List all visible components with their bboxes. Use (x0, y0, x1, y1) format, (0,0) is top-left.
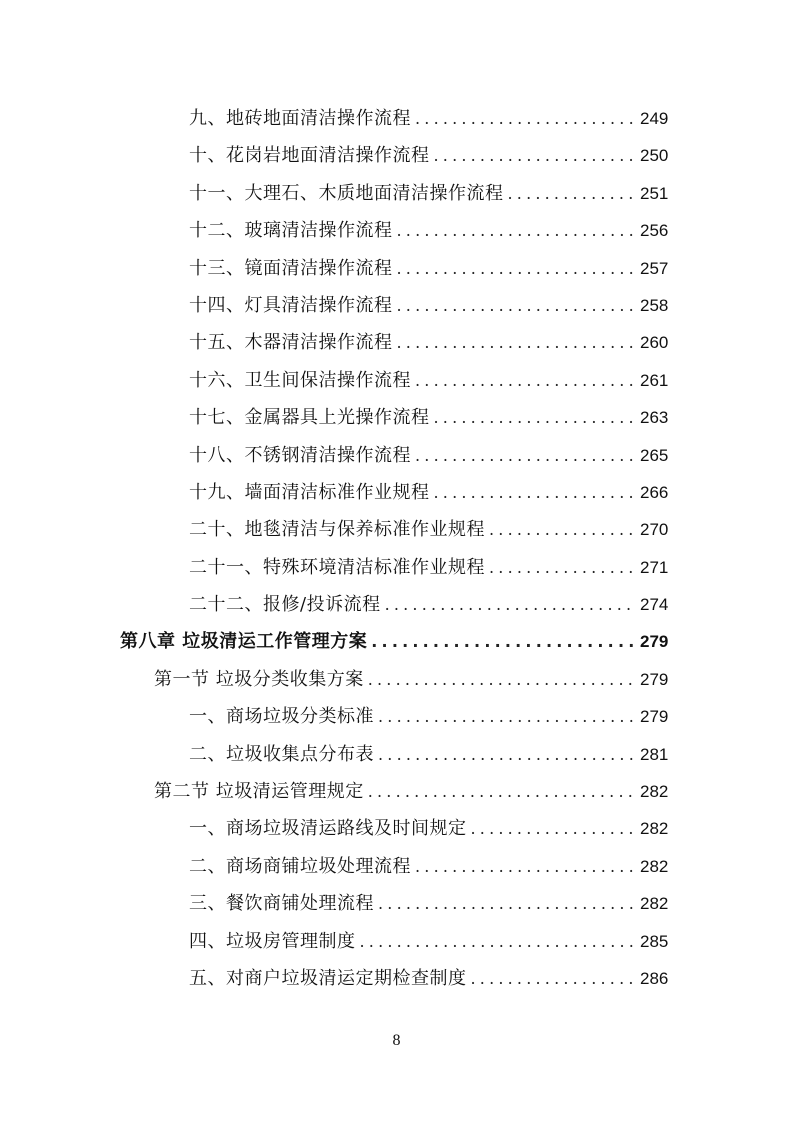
toc-subsection-entry[interactable] (0, 698, 793, 735)
toc-subsection-entry[interactable] (0, 923, 793, 960)
toc-subsection-entry[interactable] (0, 736, 793, 773)
toc-subsection-entry[interactable] (0, 437, 793, 474)
page-number: 8 (392, 1032, 401, 1049)
toc-entry-title: 一、商场垃圾分类标准 (189, 706, 374, 728)
toc-entry-title: 十六、卫生间保洁操作流程 (189, 369, 411, 391)
toc-leader-dots (397, 287, 635, 324)
toc-subsection-entry[interactable] (0, 586, 793, 623)
toc-entry-page-number: 250 (640, 146, 669, 166)
toc-entry-title: 五、对商户垃圾清运定期检查制度 (189, 967, 467, 989)
toc-entry-title: 十四、灯具清洁操作流程 (189, 294, 393, 316)
toc-entry-page-number: 282 (640, 856, 669, 876)
toc-entry-title: 九、地砖地面清洁操作流程 (189, 108, 411, 129)
toc-entry-page-number: 282 (640, 782, 669, 802)
toc-entry-title: 十八、不锈钢清洁操作流程 (189, 444, 411, 466)
toc-entry-title: 二十一、特殊环境清洁标准作业规程 (189, 556, 485, 578)
toc-leader-dots (508, 175, 635, 212)
toc-leader-dots (415, 848, 634, 885)
toc-entry-title: 第八章 垃圾清运工作管理方案 (120, 631, 368, 653)
toc-subsection-entry[interactable] (0, 399, 793, 436)
toc-leader-dots (434, 474, 635, 511)
toc-leader-dots (397, 324, 635, 361)
toc-entry-title: 十二、玻璃清洁操作流程 (189, 220, 393, 242)
toc-entry-page-number: 271 (640, 557, 669, 577)
toc-subsection-entry[interactable] (0, 549, 793, 586)
toc-entry-page-number: 260 (640, 333, 669, 353)
toc-entry-page-number: 270 (640, 520, 669, 540)
toc-subsection-entry[interactable] (0, 324, 793, 361)
toc-entry-page-number: 266 (640, 482, 669, 502)
toc-leader-dots (434, 137, 635, 174)
toc-entry-title: 十七、金属器具上光操作流程 (189, 407, 430, 429)
toc-entry-title: 第二节 垃圾清运管理规定 (154, 781, 364, 803)
toc-leader-dots (434, 399, 635, 436)
table-of-contents (0, 100, 793, 997)
toc-leader-dots (368, 661, 634, 698)
toc-entry-title: 二、垃圾收集点分布表 (189, 743, 374, 765)
toc-section-entry[interactable] (0, 773, 793, 810)
toc-entry-page-number: 279 (640, 669, 669, 689)
toc-entry-title: 二、商场商铺垃圾处理流程 (189, 855, 411, 877)
toc-entry-title: 十一、大理石、木质地面清洁操作流程 (189, 182, 504, 204)
toc-subsection-entry[interactable] (0, 960, 793, 997)
toc-entry-page-number: 257 (640, 258, 669, 278)
toc-leader-dots (397, 212, 635, 249)
toc-subsection-entry[interactable] (0, 212, 793, 249)
toc-entry-page-number: 258 (640, 295, 669, 315)
toc-subsection-entry[interactable] (0, 474, 793, 511)
toc-leader-dots (489, 549, 634, 586)
toc-entry-title: 第一节 垃圾分类收集方案 (154, 668, 364, 690)
toc-entry-title: 二十二、报修/投诉流程 (189, 594, 381, 616)
toc-leader-dots (378, 736, 634, 773)
toc-entry-page-number: 261 (640, 370, 669, 390)
toc-entry-title: 二十、地毯清洁与保养标准作业规程 (189, 519, 485, 541)
toc-entry-title: 十三、镜面清洁操作流程 (189, 257, 393, 279)
toc-entry-page-number: 279 (640, 632, 669, 652)
toc-leader-dots (471, 960, 635, 997)
toc-entry-title: 十、花岗岩地面清洁操作流程 (189, 145, 430, 167)
toc-subsection-entry[interactable] (0, 511, 793, 548)
toc-entry-page-number: 279 (640, 707, 669, 727)
toc-section-entry[interactable] (0, 661, 793, 698)
toc-leader-dots (371, 623, 634, 660)
toc-subsection-entry[interactable] (0, 287, 793, 324)
toc-entry-page-number: 282 (640, 894, 669, 914)
toc-leader-dots (471, 810, 635, 847)
toc-leader-dots (415, 100, 634, 137)
toc-entry-title: 十九、墙面清洁标准作业规程 (189, 481, 430, 503)
toc-leader-dots (397, 250, 635, 287)
toc-entry-page-number: 256 (640, 221, 669, 241)
toc-subsection-entry[interactable] (0, 100, 793, 137)
toc-subsection-entry[interactable] (0, 137, 793, 174)
toc-entry-page-number: 286 (640, 968, 669, 988)
toc-subsection-entry[interactable] (0, 362, 793, 399)
toc-subsection-entry[interactable] (0, 175, 793, 212)
toc-chapter-entry[interactable] (0, 623, 793, 660)
toc-subsection-entry[interactable] (0, 810, 793, 847)
toc-subsection-entry[interactable] (0, 848, 793, 885)
toc-entry-page-number: 251 (640, 183, 669, 203)
toc-leader-dots (415, 437, 634, 474)
toc-subsection-entry[interactable] (0, 885, 793, 922)
toc-leader-dots (489, 511, 634, 548)
toc-entry-page-number: 282 (640, 819, 669, 839)
toc-leader-dots (415, 362, 634, 399)
toc-entry-page-number: 285 (640, 931, 669, 951)
toc-entry-title: 四、垃圾房管理制度 (189, 930, 356, 952)
toc-leader-dots (368, 773, 634, 810)
toc-subsection-entry[interactable] (0, 250, 793, 287)
toc-entry-page-number: 263 (640, 408, 669, 428)
toc-entry-page-number: 249 (640, 109, 669, 128)
toc-leader-dots (360, 923, 635, 960)
toc-entry-page-number: 265 (640, 445, 669, 465)
toc-entry-page-number: 274 (640, 595, 669, 615)
toc-entry-page-number: 281 (640, 744, 669, 764)
toc-entry-title: 三、餐饮商铺处理流程 (189, 893, 374, 915)
toc-entry-title: 十五、木器清洁操作流程 (189, 332, 393, 354)
toc-leader-dots (385, 586, 634, 623)
toc-leader-dots (378, 885, 634, 922)
toc-leader-dots (378, 698, 634, 735)
toc-entry-title: 一、商场垃圾清运路线及时间规定 (189, 818, 467, 840)
